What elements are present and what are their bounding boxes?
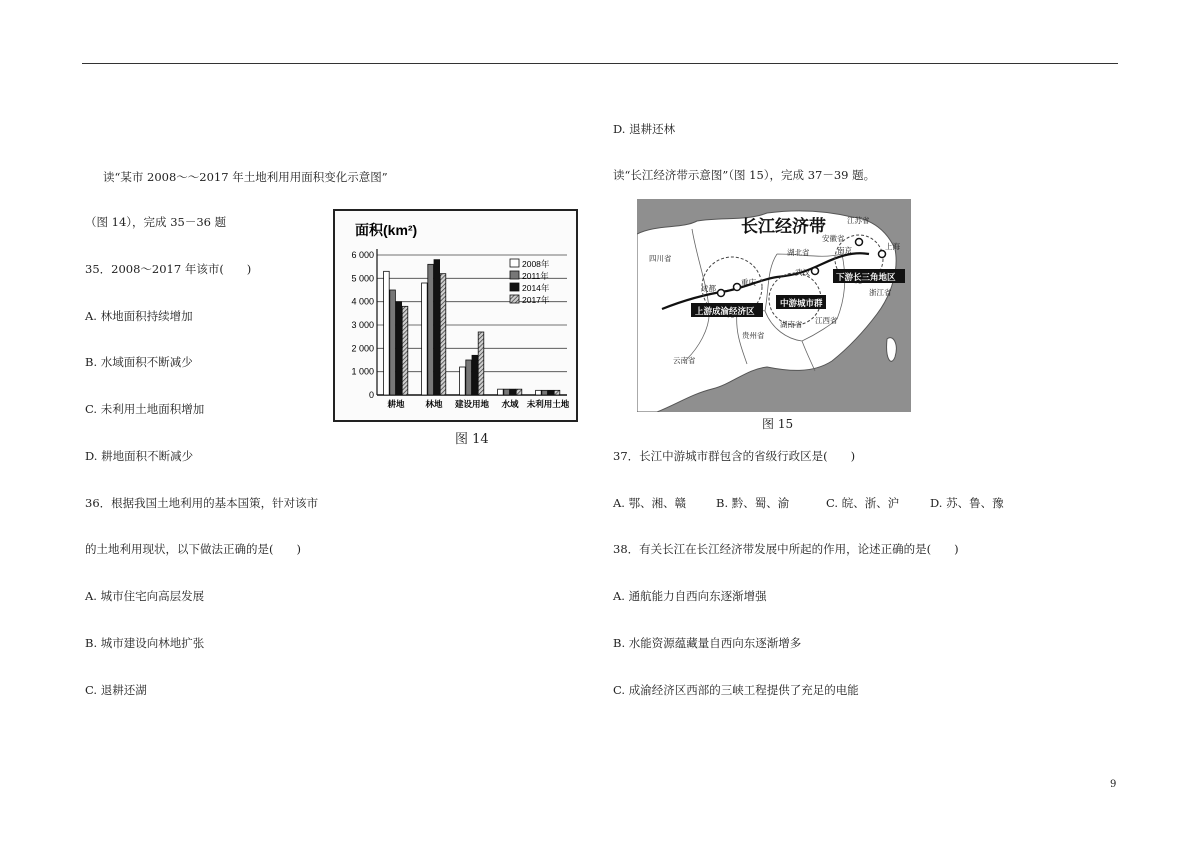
city-label-wuhan: 武汉 xyxy=(795,268,810,277)
q38-option-c: C. 成渝经济区西部的三峡工程提供了充足的电能 xyxy=(613,683,859,697)
bar-1-3 xyxy=(440,274,446,395)
city-dot-chengdu xyxy=(718,290,725,297)
land-use-bar-chart xyxy=(335,211,576,420)
bar-1-1 xyxy=(428,264,434,395)
legend-label: 2008年 xyxy=(522,259,550,269)
figure-15-caption: 图 15 xyxy=(762,417,794,431)
q36-option-d: D. 退耕还林 xyxy=(613,122,676,136)
legend-swatch xyxy=(510,295,519,303)
yangtze-economic-belt-map xyxy=(637,199,911,412)
x-category-label: 未利用土地 xyxy=(526,400,570,410)
q37-stem: 37．长江中游城市群包含的省级行政区是( ) xyxy=(613,449,856,463)
region-label-upstream: 上游成渝经济区 xyxy=(695,307,755,317)
x-category-label: 水域 xyxy=(501,400,519,410)
bar-4-0 xyxy=(536,390,542,395)
q36-stem-line1: 36．根据我国土地利用的基本国策，针对该市 xyxy=(85,496,319,510)
city-dot-chongqing xyxy=(734,284,741,291)
y-tick-label: 6 000 xyxy=(351,250,374,260)
province-label-yunnan: 云南省 xyxy=(673,356,696,365)
city-label-chongqing: 重庆 xyxy=(741,278,756,287)
legend-swatch xyxy=(510,283,519,291)
x-category-label: 建设用地 xyxy=(454,400,490,410)
figure-15-map xyxy=(637,199,911,412)
province-label-jiangsu: 江苏省 xyxy=(847,216,870,225)
q35-option-b: B. 水域面积不断减少 xyxy=(85,355,193,369)
figure-14-caption: 图 14 xyxy=(455,432,489,447)
q35-intro-line1: 读“某市 2008～～2017 年土地利用用面积变化示意图” xyxy=(103,170,388,184)
y-tick-label: 5 000 xyxy=(351,273,374,284)
y-tick-label: 4 000 xyxy=(351,296,374,307)
x-category-label: 林地 xyxy=(425,400,443,410)
q35-stem: 35．2008～2017 年该市( ) xyxy=(85,262,252,276)
legend-swatch xyxy=(510,271,519,279)
legend-swatch xyxy=(510,259,519,267)
bar-2-3 xyxy=(478,332,484,395)
figure-14-chart xyxy=(333,209,578,422)
q36-option-b: B. 城市建设向林地扩张 xyxy=(85,636,205,650)
taiwan-island xyxy=(887,338,897,362)
bar-3-0 xyxy=(498,389,504,395)
y-tick-label: 3 000 xyxy=(351,320,374,330)
bar-3-3 xyxy=(516,389,522,395)
city-dot-shanghai xyxy=(879,251,886,258)
bar-0-2 xyxy=(396,302,402,395)
bar-2-1 xyxy=(466,360,472,395)
bar-4-3 xyxy=(554,390,560,395)
bar-4-2 xyxy=(548,390,554,395)
city-dot-nanjing xyxy=(856,239,863,246)
bar-2-2 xyxy=(472,355,478,395)
page-number: 9 xyxy=(1110,779,1117,790)
q38-stem: 38．有关长江在长江经济带发展中所起的作用，论述正确的是( ) xyxy=(613,542,959,556)
y-tick-label: 0 xyxy=(368,390,374,400)
q35-option-d: D. 耕地面积不断减少 xyxy=(85,449,194,463)
legend-label: 2017年 xyxy=(522,295,550,305)
city-dot-wuhan xyxy=(812,268,819,275)
q37-option-c: C. 皖、浙、沪 xyxy=(826,496,900,510)
q38-option-a: A. 通航能力自西向东逐渐增强 xyxy=(613,589,767,603)
legend-label: 2014年 xyxy=(522,283,550,293)
q36-option-a: A. 城市住宅向高层发展 xyxy=(85,589,205,603)
legend-label: 2011年 xyxy=(522,271,549,281)
q37-option-d: D. 苏、鲁、豫 xyxy=(930,496,1004,510)
bar-1-0 xyxy=(422,283,428,395)
bar-0-3 xyxy=(402,306,408,395)
city-label-chengdu: 成都 xyxy=(701,284,716,293)
bar-1-2 xyxy=(434,260,440,395)
province-label-hubei: 湖北省 xyxy=(787,248,810,257)
x-category-label: 耕地 xyxy=(387,400,405,410)
map-title: 长江经济带 xyxy=(741,217,826,236)
province-label-hunan: 湖南省 xyxy=(780,320,803,329)
q37-intro: 读“长江经济带示意图”（图 15），完成 37－39 题。 xyxy=(613,168,876,182)
bar-4-1 xyxy=(542,390,548,395)
region-label-midstream: 中游城市群 xyxy=(780,299,823,309)
city-label-nanjing: 南京 xyxy=(837,246,852,255)
q36-option-c: C. 退耕还湖 xyxy=(85,683,147,697)
province-label-shanghai: 上海 xyxy=(885,242,900,251)
province-label-sichuan: 四川省 xyxy=(649,254,672,263)
header-rule xyxy=(82,63,1118,64)
q36-stem-line2: 的土地利用现状，以下做法正确的是( ) xyxy=(85,542,301,556)
bar-2-0 xyxy=(460,367,466,395)
q35-option-c: C. 未利用土地面积增加 xyxy=(85,402,205,416)
province-label-guizhou: 贵州省 xyxy=(742,331,765,340)
y-tick-label: 2 000 xyxy=(351,343,374,354)
bar-0-0 xyxy=(384,271,390,395)
y-tick-label: 1 000 xyxy=(351,366,374,377)
bar-0-1 xyxy=(390,290,396,395)
q35-option-a: A. 林地面积持续增加 xyxy=(85,309,193,323)
province-label-anhui: 安徽省 xyxy=(822,234,845,243)
q37-option-b: B. 黔、蜀、渝 xyxy=(716,496,790,510)
bar-3-2 xyxy=(510,389,516,395)
province-label-zhejiang: 浙江省 xyxy=(869,288,892,297)
q37-option-a: A. 鄂、湘、赣 xyxy=(613,496,687,510)
bar-3-1 xyxy=(504,389,510,395)
q35-intro-line2: （图 14），完成 35－36 题 xyxy=(85,215,227,229)
province-label-jiangxi: 江西省 xyxy=(815,316,838,325)
region-label-downstream: 下游长三角地区 xyxy=(836,273,896,283)
q38-option-b: B. 水能资源蕴藏量自西向东逐渐增多 xyxy=(613,636,802,650)
chart-title: 面积(km²) xyxy=(355,222,418,238)
